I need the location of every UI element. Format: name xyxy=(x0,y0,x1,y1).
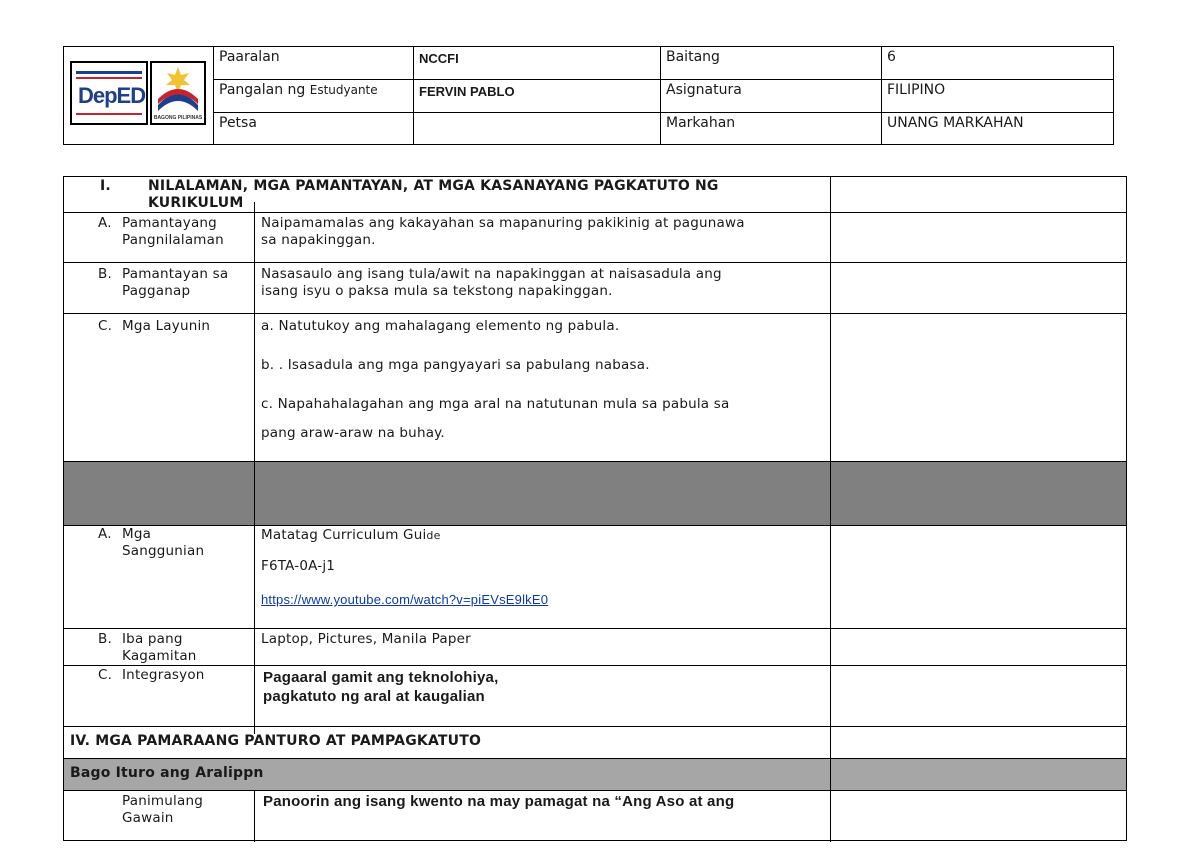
shaded-row xyxy=(64,461,1126,525)
row-a-label-line1: Pamantayang xyxy=(122,215,217,231)
pangalan-label-main: Pangalan ng xyxy=(219,82,310,98)
markahan-label: Markahan xyxy=(666,115,736,131)
bago-ituro-subheading: Bago Ituro ang Aralippn xyxy=(70,765,264,781)
divider xyxy=(254,202,255,734)
row-b-label-line2: Pagganap xyxy=(122,283,191,299)
deped-logo-text: DepED xyxy=(78,83,146,108)
divider xyxy=(254,790,255,842)
panimula-label xyxy=(122,793,252,827)
pangalan-label-small: Estudyante xyxy=(309,83,378,97)
divider xyxy=(64,726,1126,727)
kagamitan-letter: B. xyxy=(98,631,112,647)
markahan-value: UNANG MARKAHAN xyxy=(887,115,1024,131)
divider xyxy=(64,628,1126,629)
divider xyxy=(64,212,1126,213)
panimula-label-line2: Gawain xyxy=(122,810,174,826)
header-info-table xyxy=(63,46,1114,145)
row-b-content-line2: isang isyu o paksa mula sa tekstong napakinggan. xyxy=(261,283,613,299)
kagamitan-content: Laptop, Pictures, Manila Paper xyxy=(261,631,471,647)
row-a-content xyxy=(261,215,827,249)
kagamitan-label-line2: Kagamitan xyxy=(122,648,197,664)
paaralan-value: NCCFI xyxy=(419,51,459,66)
divider xyxy=(64,665,1126,666)
integrasyon-line2: pagkatuto ng aral at kaugalian xyxy=(263,688,485,705)
competency-code: F6TA-0A-j1 xyxy=(261,558,336,574)
section-1-title-line2: KURIKULUM xyxy=(148,195,244,211)
divider xyxy=(64,790,1126,791)
curriculum-guide xyxy=(261,527,441,544)
row-c-label-line1: Mga Layunin xyxy=(122,318,211,334)
youtube-link[interactable]: https://www.youtube.com/watch?v=piEVsE9lkE0 xyxy=(261,592,549,607)
divider xyxy=(64,525,1126,526)
kagamitan-label-line1: Iba pang xyxy=(122,631,183,647)
divider xyxy=(64,461,1126,462)
row-a-letter: A. xyxy=(98,215,112,231)
petsa-value xyxy=(414,113,660,117)
row-b-content-line1: Nasasaulo ang isang tula/awit na napakinggan at naisasadula ang xyxy=(261,266,722,282)
sanggunian-letter: A. xyxy=(98,526,112,542)
integrasyon-letter: C. xyxy=(98,667,113,683)
bagong-pilipinas-seal xyxy=(150,61,206,125)
row-a-content-line1: Naipamamalas ang kakayahan sa mapanuring pakikinig at pagunawa xyxy=(261,215,745,231)
row-b-content xyxy=(261,266,827,300)
asignatura-label: Asignatura xyxy=(666,82,742,98)
objective-a: a. Natutukoy ang mahalagang elemento ng pabula. xyxy=(261,318,620,334)
integrasyon-label-line1: Integrasyon xyxy=(122,667,205,683)
section-4-heading: IV. MGA PAMARAANG PANTURO AT PAMPAGKATUTO xyxy=(70,733,482,749)
asignatura-value: FILIPINO xyxy=(887,82,946,98)
divider xyxy=(64,313,1126,314)
sanggunian-label-line1: Mga xyxy=(122,526,152,542)
sanggunian-label-line2: Sanggunian xyxy=(122,543,205,559)
row-b-letter: B. xyxy=(98,266,112,282)
section-1-title-line1: NILALAMAN, MGA PAMANTAYAN, AT MGA KASANAYANG PAGKATUTO NG xyxy=(148,178,719,194)
integrasyon-line1: Pagaaral gamit ang teknolohiya, xyxy=(263,669,499,686)
pangalan-label xyxy=(214,80,413,101)
row-c-letter: C. xyxy=(98,318,113,334)
row-a-label-line2: Pangnilalaman xyxy=(122,232,224,248)
logo-group xyxy=(70,61,206,125)
seal-caption: BAGONG PILIPINAS xyxy=(153,115,203,121)
section-1-number: I. xyxy=(100,178,111,194)
panimula-content: Panoorin ang isang kwento na may pamagat na “Ang Aso at ang xyxy=(263,793,735,810)
divider xyxy=(830,177,831,842)
lesson-plan-table xyxy=(63,176,1127,841)
deped-logo xyxy=(70,61,148,125)
baitang-value: 6 xyxy=(887,49,896,65)
objective-b: b. . Isasadula ang mga pangyayari sa pabulang nabasa. xyxy=(261,357,650,373)
petsa-label: Petsa xyxy=(219,115,257,131)
paaralan-label: Paaralan xyxy=(219,49,280,65)
youtube-link-wrap xyxy=(261,591,548,609)
curriculum-guide-small: de xyxy=(426,529,441,542)
panimula-label-line1: Panimulang xyxy=(122,793,203,809)
row-b-label-line1: Pamantayan sa xyxy=(122,266,229,282)
objective-c-continued: pang araw-araw na buhay. xyxy=(261,425,445,441)
objective-c: c. Napahahalagahan ang mga aral na natutunan mula sa pabula sa xyxy=(261,396,730,412)
baitang-label: Baitang xyxy=(666,49,720,65)
divider xyxy=(64,758,1126,759)
row-a-content-line2: sa napakinggan. xyxy=(261,232,376,248)
curriculum-guide-main: Matatag Curriculum Gui xyxy=(261,527,427,543)
divider xyxy=(64,262,1126,263)
pangalan-value: FERVIN PABLO xyxy=(419,84,515,99)
integrasyon-content xyxy=(263,668,823,706)
